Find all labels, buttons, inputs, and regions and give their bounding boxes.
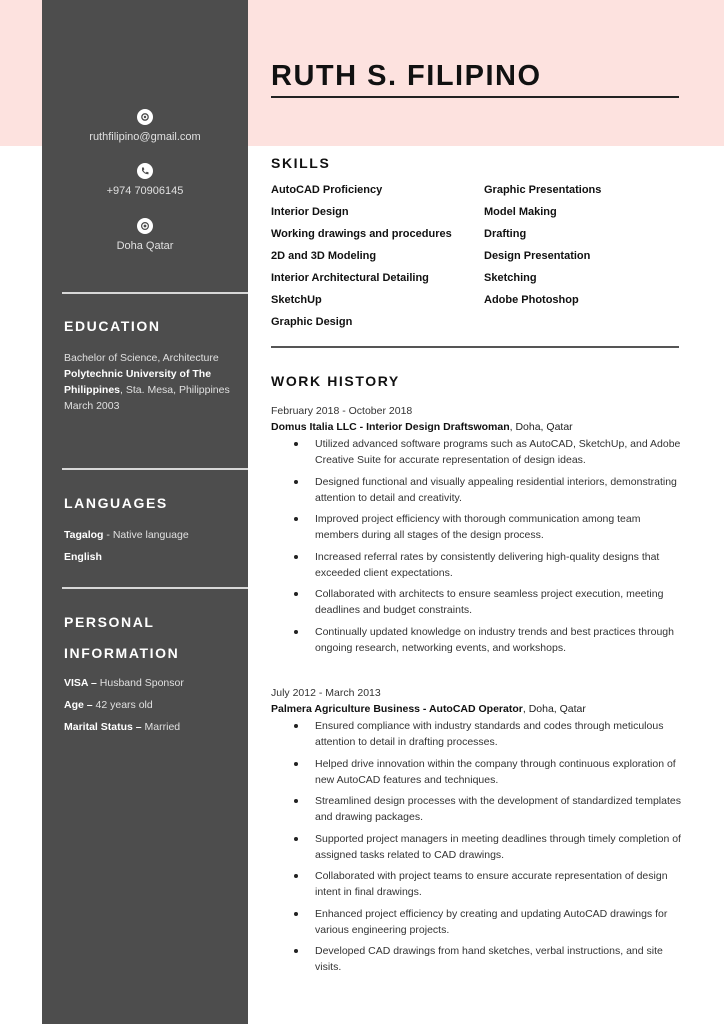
phone-text[interactable]: +974 70906145 — [106, 185, 184, 197]
skill-item: Graphic Presentations — [484, 184, 602, 196]
job-bullet: Ensured compliance with industry standards and codes through meticulous attention to detail in drafting processes. — [291, 718, 681, 750]
sidebar-divider — [62, 468, 248, 470]
job-bullet: Utilized advanced software programs such as AutoCAD, SketchUp, and Adobe Creative Suite for accurate representation of design ideas. — [291, 436, 681, 468]
skill-item: Sketching — [484, 272, 537, 284]
job-bullet: Helped drive innovation within the company through continuous exploration of new AutoCAD features and techniques. — [291, 756, 681, 788]
skill-item: Interior Design — [271, 206, 349, 218]
job-bullet-list — [291, 718, 681, 981]
skill-item: 2D and 3D Modeling — [271, 250, 377, 262]
personal-value: Husband Sponsor — [96, 677, 184, 689]
location-icon — [137, 218, 153, 234]
work-history-heading: WORK HISTORY — [271, 373, 400, 389]
education-school-location: , Sta. Mesa, Philippines — [120, 384, 230, 396]
email-icon — [137, 109, 153, 125]
candidate-name: RUTH S. FILIPINO — [271, 60, 542, 92]
education-degree: Bachelor of Science, Architecture — [64, 352, 219, 364]
job-title: Palmera Agriculture Business - AutoCAD Operator — [271, 703, 523, 715]
job-location: , Doha, Qatar — [522, 703, 586, 715]
personal-value: Married — [141, 721, 181, 733]
language-item — [64, 546, 234, 568]
skill-item: AutoCAD Proficiency — [271, 184, 383, 196]
job-title: Domus Italia LLC - Interior Design Draftswoman — [271, 421, 510, 433]
personal-heading-line1: PERSONAL — [64, 614, 155, 630]
skill-item: Design Presentation — [484, 250, 591, 262]
skill-item: Working drawings and procedures — [271, 228, 452, 240]
education-date: March 2003 — [64, 400, 120, 412]
sidebar — [42, 0, 248, 1024]
job-bullet: Continually updated knowledge on industry trends and best practices through ongoing research, networking events, and workshops. — [291, 624, 681, 656]
sidebar-divider — [62, 587, 248, 589]
location-text: Doha Qatar — [116, 240, 174, 252]
job-dates: February 2018 - October 2018 — [271, 405, 413, 417]
skill-item: Drafting — [484, 228, 527, 240]
contact-location — [42, 218, 248, 252]
skill-item: Adobe Photoshop — [484, 294, 579, 306]
personal-label: VISA – — [64, 677, 97, 689]
personal-item — [64, 672, 234, 694]
personal-item — [64, 716, 234, 738]
job-bullet: Designed functional and visually appealing residential interiors, demonstrating attention to detail and creativity. — [291, 474, 681, 506]
job-bullet-list — [291, 436, 681, 661]
phone-icon — [137, 163, 153, 179]
skill-item: SketchUp — [271, 294, 322, 306]
job-dates: July 2012 - March 2013 — [271, 687, 381, 699]
skill-item: Interior Architectural Detailing — [271, 272, 429, 284]
language-item — [64, 524, 234, 546]
personal-label: Marital Status – — [64, 721, 142, 733]
contact-email — [42, 109, 248, 143]
personal-list — [64, 672, 234, 738]
language-level: - Native language — [103, 529, 189, 541]
personal-label: Age – — [64, 699, 93, 711]
email-text[interactable]: ruthfilipino@gmail.com — [89, 131, 201, 143]
job-title-line — [271, 703, 586, 715]
education-details — [64, 350, 234, 414]
language-name: Tagalog — [64, 529, 104, 541]
job-bullet: Enhanced project efficiency by creating and updating AutoCAD drawings for various engineering projects. — [291, 906, 681, 938]
skill-item: Model Making — [484, 206, 557, 218]
job-bullet: Collaborated with project teams to ensure accurate representation of design intent in final drawings. — [291, 868, 681, 900]
job-bullet: Improved project efficiency with thorough communication among team members during all stages of the design process. — [291, 511, 681, 543]
education-school: Polytechnic University of The Philippines — [64, 368, 212, 396]
education-heading: EDUCATION — [64, 318, 161, 334]
sidebar-divider — [62, 292, 248, 294]
languages-list — [64, 524, 234, 568]
job-bullet: Supported project managers in meeting deadlines through timely completion of assigned tasks related to CAD drawings. — [291, 831, 681, 863]
education-school-line — [64, 366, 234, 398]
section-divider — [271, 346, 679, 348]
job-bullet: Increased referral rates by consistently delivering high-quality designs that exceeded client expectations. — [291, 549, 681, 581]
job-bullet: Streamlined design processes with the development of standardized templates and drawing packages. — [291, 793, 681, 825]
job-location: , Doha, Qatar — [509, 421, 573, 433]
skill-item: Graphic Design — [271, 316, 353, 328]
personal-item — [64, 694, 234, 716]
job-title-line — [271, 421, 573, 433]
personal-value: 42 years old — [92, 699, 153, 711]
language-name: English — [64, 551, 102, 563]
job-bullet: Collaborated with architects to ensure seamless project execution, meeting deadlines and budget constraints. — [291, 586, 681, 618]
languages-heading: LANGUAGES — [64, 495, 168, 511]
job-bullet: Developed CAD drawings from hand sketches, verbal instructions, and site visits. — [291, 943, 681, 975]
name-underline — [271, 96, 679, 98]
skills-heading: SKILLS — [271, 155, 331, 171]
personal-heading-line2: INFORMATION — [64, 645, 180, 661]
contact-phone — [42, 163, 248, 197]
